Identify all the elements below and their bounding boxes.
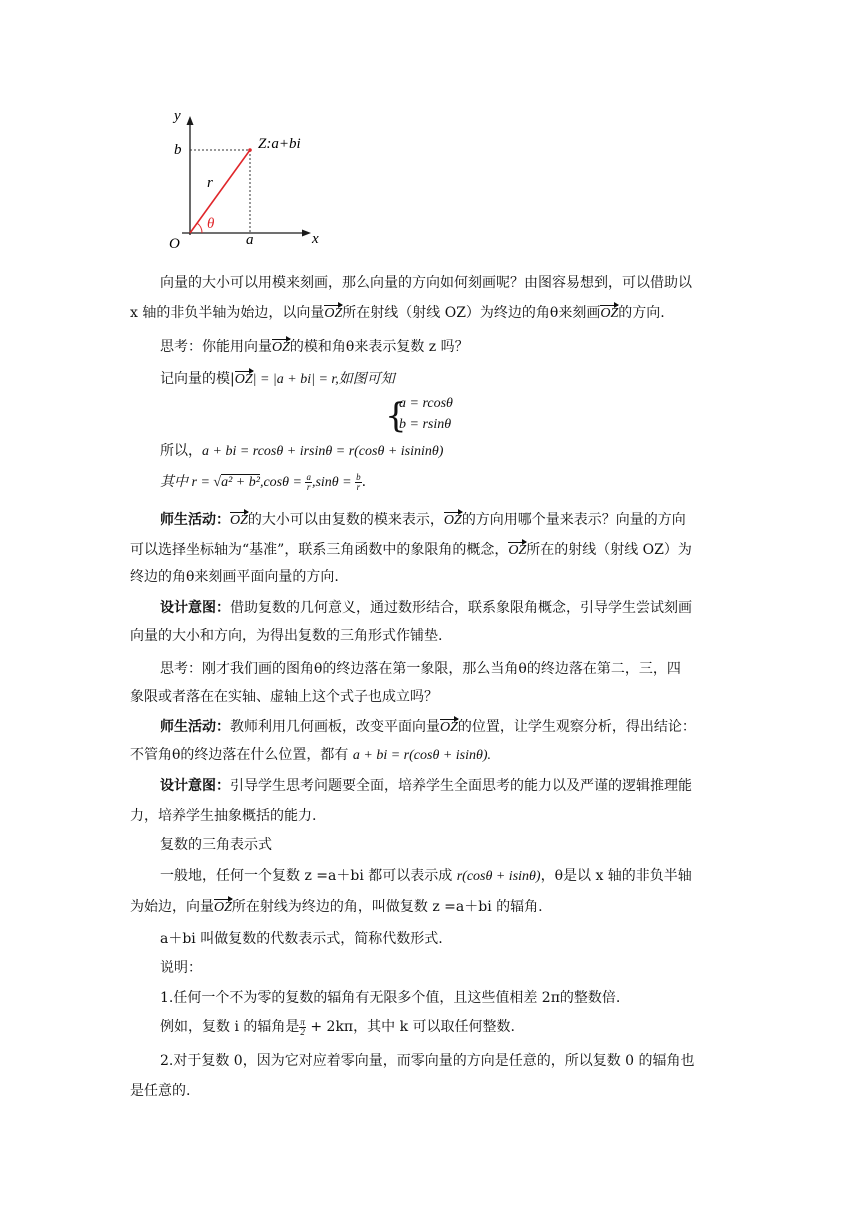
text: 引导学生思考问题要全面，培养学生全面思考的能力以及严谨的逻辑推理能 [230, 778, 692, 794]
vector-oz-text: OZ [508, 543, 527, 558]
left-brace-icon: { [385, 396, 407, 436]
paragraph-7-line-1 [160, 598, 760, 618]
paragraph-16 [160, 1017, 760, 1037]
equation: a + bi = rcosθ + irsinθ = r(cosθ + isininθ) [202, 444, 444, 459]
paragraph-4 [160, 441, 760, 462]
x-label: x [312, 231, 319, 247]
paragraph-3 [160, 369, 760, 390]
paragraph-2 [160, 337, 760, 358]
vector-oz [190, 150, 250, 233]
vector-oz-text: OZ [230, 513, 248, 528]
label: 师生活动： [160, 512, 230, 528]
section-heading: 复数的三角表示式 [160, 837, 272, 853]
text: 所在射线（射线 OZ）为终边的角θ来刻画 [342, 305, 601, 321]
equation-system [385, 394, 505, 438]
paragraph-15: 1.任何一个不为零的复数的辐角有无限多个值，且这些值相差 2π的整数倍. [160, 990, 621, 1006]
denominator: r [356, 481, 361, 492]
vector-oz-text: OZ [234, 372, 253, 387]
complex-plane-diagram [160, 100, 330, 260]
paragraph-9-line-2 [130, 745, 730, 766]
paragraph-7-line-2: 向量的大小和方向，为得出复数的三角形式作铺垫. [130, 628, 443, 644]
label: 设计意图： [160, 600, 230, 616]
text: 不管角θ的终边落在什么位置，都有 [130, 747, 353, 763]
paragraph-6-line-1 [160, 510, 760, 531]
complex-plane-figure [160, 100, 330, 260]
text: x 轴的非负半轴为始边，以向量 [130, 305, 325, 321]
paragraph-10-line-2: 力，培养学生抽象概括的能力. [130, 808, 317, 824]
numerator: a [306, 471, 311, 482]
paragraph-12-line-1 [160, 866, 760, 887]
text: 可以选择坐标轴为“基准”，联系三角函数中的象限角的概念， [130, 542, 509, 558]
paragraph-12-line-2 [130, 897, 730, 918]
text: 记向量的模| [160, 371, 235, 387]
label: 师生活动： [160, 719, 230, 735]
text: 的方向. [618, 305, 665, 321]
paragraph-17-line-2: 是任意的. [130, 1083, 191, 1099]
text: ,cosθ = [259, 475, 306, 490]
paragraph-13: a＋bi 叫做复数的代数表示式，简称代数形式. [160, 931, 443, 947]
vector-oz-text: OZ [324, 306, 343, 321]
text: 借助复数的几何意义，通过数形结合，联系象限角概念，引导学生尝试刻画 [230, 600, 692, 616]
text: | = |a + bi| = r,如图可知 [252, 372, 395, 387]
paragraph-1-line-1: 向量的大小可以用模来刻画，那么向量的方向如何刻画呢？由图容易想到，可以借助以 [160, 275, 692, 291]
paragraph-8-line-2: 象限或者落在在实轴、虚轴上这个式子也成立吗？ [130, 689, 438, 705]
text: 其中 r = √ [160, 475, 222, 490]
vector-oz-text: OZ [600, 306, 619, 321]
paragraph-5: 其中 r = √a² + b²,cosθ = $\frac{a}{r}$ ,sinθ = $\frac{b}{r}$ . [160, 471, 367, 492]
equation: a + bi = r(cosθ + isinθ). [352, 748, 492, 763]
r-label: r [207, 175, 213, 191]
point-label: Z:a+bi [258, 136, 301, 152]
equation: r(cosθ + isinθ) [456, 869, 541, 884]
vector-oz-text: OZ [440, 720, 458, 735]
theta-label: θ [207, 216, 215, 232]
text: + 2kπ，其中 k 可以取任何整数. [305, 1019, 515, 1035]
point-z [248, 148, 252, 152]
text: 所在的射线（射线 OZ）为 [526, 542, 692, 558]
text: ，θ是以 x 轴的非负半轴 [540, 868, 692, 884]
a-label: a [246, 232, 254, 248]
paragraph-8-line-1: 思考：刚才我们画的图角θ的终边落在第一象限，那么当角θ的终边落在第二，三，四 [160, 661, 681, 677]
system-line-1: a = rcosθ [399, 396, 453, 411]
paragraph-17-line-1: 2.对于复数 0，因为它对应着零向量，而零向量的方向是任意的，所以复数 0 的辐角也 [160, 1053, 695, 1069]
y-axis-arrow [187, 116, 194, 125]
text: 一般地，任何一个复数 z =a＋bi 都可以表示成 [160, 868, 457, 884]
text: 的模和角θ来表示复数 z 吗？ [289, 339, 469, 355]
text: 例如，复数 i 的辐角是 [160, 1019, 300, 1035]
text: 的位置，让学生观察分析，得出结论： [457, 719, 696, 735]
text: ,sinθ = [311, 475, 356, 490]
x-axis-arrow [302, 230, 311, 237]
paragraph-1-line-2 [130, 303, 730, 324]
text: 为始边，向量 [130, 899, 214, 915]
numerator: π [300, 1016, 305, 1027]
text: 的大小可以由复数的模来表示， [247, 512, 444, 528]
numerator: b [356, 471, 361, 482]
denominator: r [306, 481, 311, 492]
vector-oz-text: OZ [272, 340, 290, 355]
denominator: 2 [300, 1026, 305, 1037]
text: 所以， [160, 443, 202, 459]
vector-oz-text: OZ [443, 513, 462, 528]
y-label: y [174, 108, 181, 124]
origin-label: O [169, 236, 180, 252]
text: 思考：你能用向量 [160, 339, 272, 355]
paragraph-6-line-3: 终边的角θ来刻画平面向量的方向. [130, 569, 339, 585]
b-label: b [174, 142, 182, 158]
text: 所在射线为终边的角，叫做复数 z =a＋bi 的辐角. [231, 899, 543, 915]
system-line-2: b = rsinθ [399, 417, 452, 432]
vector-oz-text: OZ [214, 900, 232, 915]
paragraph-10-line-1 [160, 776, 760, 796]
text: 的方向用哪个量来表示？向量的方向 [461, 512, 686, 528]
paragraph-14: 说明： [160, 960, 202, 976]
text: 教师利用几何画板，改变平面向量 [230, 719, 440, 735]
theta-arc [197, 223, 202, 233]
radicand: a² + b² [221, 475, 260, 490]
label: 设计意图： [160, 778, 230, 794]
paragraph-6-line-2 [130, 540, 730, 561]
paragraph-9-line-1 [160, 717, 760, 738]
